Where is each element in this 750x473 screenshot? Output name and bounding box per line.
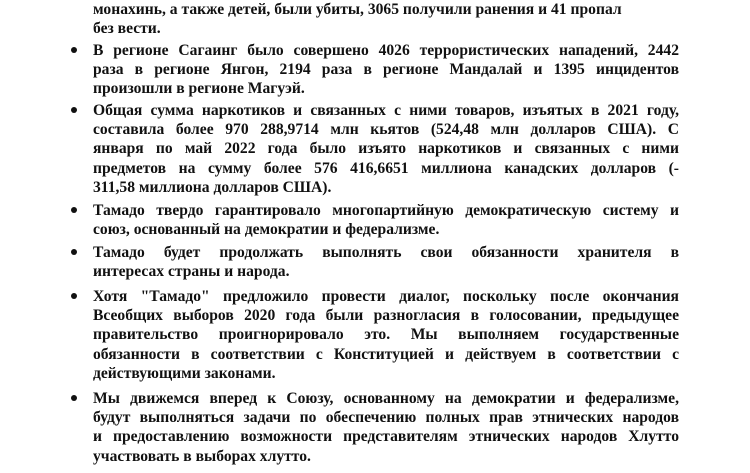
text-line: произошли в регионе Магуэй.	[93, 80, 305, 98]
text-line: союз, основанный на демократии и федерализме.	[93, 221, 440, 239]
bullet-dot	[71, 207, 77, 213]
text-line: предметов на сумму более 576 416,6651 миллиона канадских долларов (-	[93, 159, 679, 177]
text-line: Тамадо будет продолжать выполнять свои обязанности хранителя в	[93, 244, 679, 261]
text-line: участвовать в выборах хлутто.	[93, 447, 311, 465]
continued-paragraph	[93, 0, 679, 38]
text-line: 311,58 миллиона долларов США).	[93, 178, 332, 196]
text-line: и предоставлению возможности представителям этнических народов Хлутто	[93, 428, 679, 446]
text-line: января по май 2022 года было изъято наркотиков и связанных с ними	[93, 140, 679, 158]
bullet-dot	[71, 249, 77, 255]
text-line: раза в регионе Янгон, 2194 раза в регионе Мандалай и 1395 инцидентов	[93, 61, 679, 79]
bullet-item-multiparty-system	[93, 201, 679, 239]
text-line: интересах страны и народа.	[93, 263, 290, 281]
bullet-item-terror-attacks	[93, 41, 679, 99]
text-line: действующими законами.	[93, 364, 276, 382]
text-line: Мы движемся вперед к Союзу, основанному на демократии и федерализме,	[93, 390, 679, 407]
bullet-dot	[71, 107, 77, 113]
text-line: Всеобщих выборов 2020 года были разногласия в голосовании, предыдущее	[93, 307, 679, 325]
bullet-item-drug-seizures	[93, 101, 679, 197]
text-line: В регионе Сагаинг было совершено 4026 террористических нападений, 2442	[93, 42, 679, 59]
bullet-item-dialogue	[93, 287, 679, 383]
text-line: Хотя "Тамадо" предложило провести диалог, поскольку после окончания	[93, 288, 679, 305]
text-line: без вести.	[93, 20, 161, 38]
bullet-item-guardian-duties	[93, 243, 679, 281]
text-line: Общая сумма наркотиков и связанных с ними товаров, изъятых в 2021 году,	[93, 102, 679, 119]
bullet-item-union-federalism	[93, 389, 679, 466]
text-line: составила более 970 288,9714 млн кьятов (524,48 млн долларов США). С	[93, 121, 679, 139]
text-line: Тамадо твердо гарантировало многопартийную демократическую систему и	[93, 202, 679, 219]
text-line: монахинь, а также детей, были убиты, 3065 получили ранения и 41 пропал	[93, 1, 622, 18]
bullet-dot	[71, 47, 77, 53]
bullet-dot	[71, 293, 77, 299]
text-line: будут выполняться задачи по обеспечению полных прав этнических народов	[93, 409, 679, 427]
text-line: правительство проигнорировало это. Мы выполняем государственные	[93, 326, 679, 344]
text-line: обязанности в соответствии с Конституцией и действуем в соответствии с	[93, 345, 679, 363]
bullet-dot	[71, 395, 77, 401]
